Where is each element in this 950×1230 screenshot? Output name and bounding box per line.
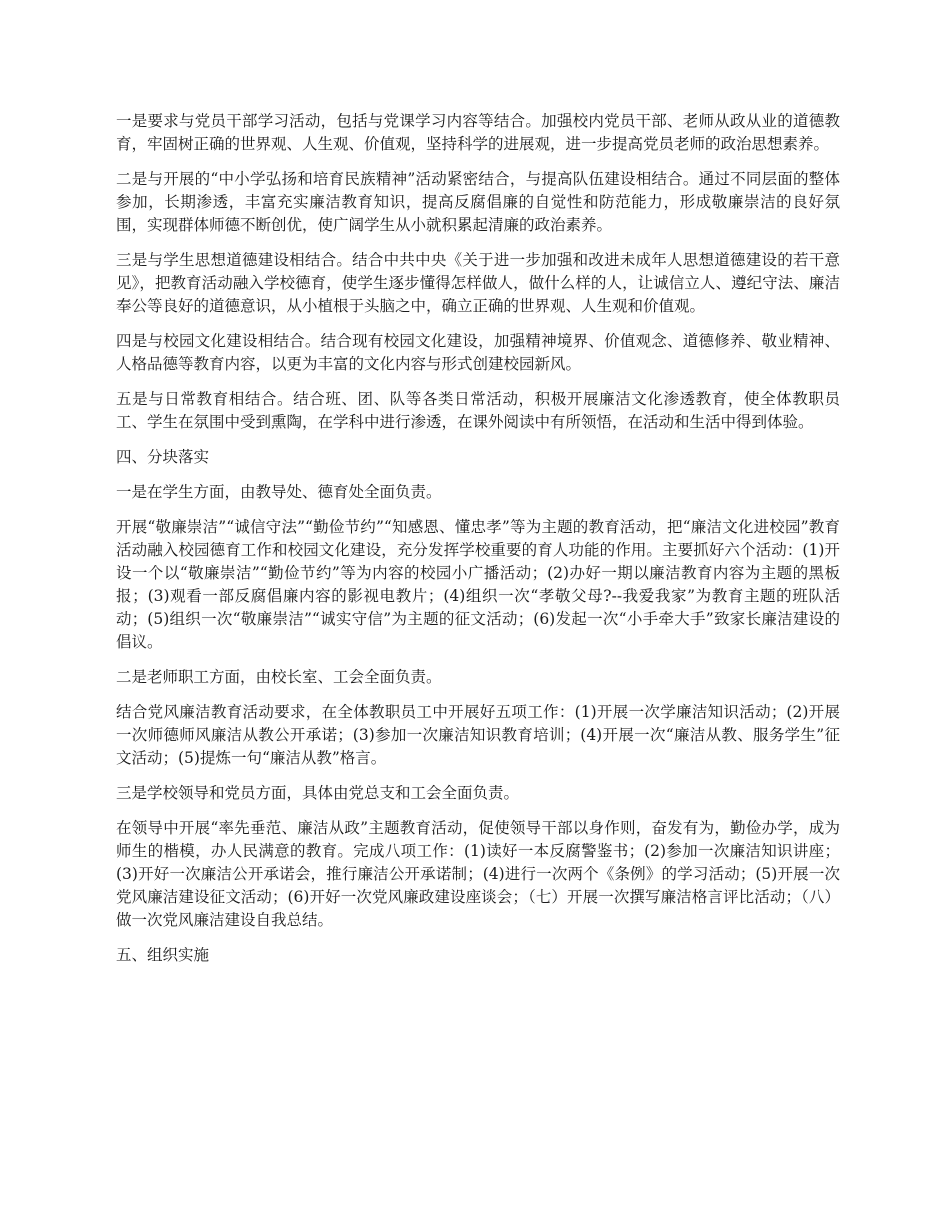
- paragraph-campus-culture: 四是与校园文化建设相结合。结合现有校园文化建设，加强精神境界、价值观念、道德修养、敬业精神、人格品德等教育内容，以更为丰富的文化内容与形式创建校园新风。: [116, 332, 840, 373]
- paragraph-party-study: 一是要求与党员干部学习活动，包括与党课学习内容等结合。加强校内党员干部、老师从政从业的道德教育，牢固树正确的世界观、人生观、价值观，坚持科学的进展观，进一步提高党员老师的政治思想素养。: [116, 112, 840, 153]
- paragraph-teachers-responsibility: 二是老师职工方面，由校长室、工会全面负责。: [116, 668, 442, 686]
- paragraph-teacher-activities: 结合党风廉洁教育活动要求，在全体教职员工中开展好五项工作：(1)开展一次学廉洁知识活动；(2)开展一次师德师风廉洁从教公开承诺；(3)参加一次廉洁知识教育培训；(4)开展一次“廉洁从教、服务学生”征文活动；(5)提炼一句“廉洁从教”格言。: [116, 703, 840, 767]
- paragraph-leader-activities: 在领导中开展“率先垂范、廉洁从政”主题教育活动，促使领导干部以身作则，奋发有为，勤俭办学，成为师生的楷模，办人民满意的教育。完成八项工作：(1)读好一本反腐警鉴书；(2)参加一次廉洁知识讲座；(3)开好一次廉洁公开承诺会，推行廉洁公开承诺制；(4)进行一次两个《条例》的学习活动；(5)开展一次党风廉洁建设征文活动；(6)开好一次党风廉政建设座谈会；（七）开展一次撰写廉洁格言评比活动；（八）做一次党风廉洁建设自我总结。: [116, 819, 840, 929]
- paragraph-national-spirit: 二是与开展的“中小学弘扬和培育民族精神”活动紧密结合，与提高队伍建设相结合。通过不同层面的整体参加，长期渗透，丰富充实廉洁教育知识，提高反腐倡廉的自觉性和防范能力，形成敬廉崇洁的良好氛围，实现群体师德不断创优，使广阔学生从小就积累起清廉的政治素养。: [116, 170, 840, 234]
- section-heading-organization: 五、组织实施: [116, 946, 210, 964]
- paragraph-students-responsibility: 一是在学生方面，由教导处、德育处全面负责。: [116, 483, 442, 501]
- section-heading-implementation: 四、分块落实: [116, 448, 210, 466]
- paragraph-moral-education: 三是与学生思想道德建设相结合。结合中共中央《关于进一步加强和改进未成年人思想道德建设的若干意见》，把教育活动融入学校德育，使学生逐步懂得怎样做人，做什么样的人，让诚信立人、遵纪守法、廉洁奉公等良好的道德意识，从小植根于头脑之中，确立正确的世界观、人生观和价值观。: [116, 251, 840, 315]
- document-body: [116, 110, 840, 979]
- paragraph-student-activities: 开展“敬廉崇洁”“诚信守法”“勤俭节约”“知感恩、懂忠孝”等为主题的教育活动，把“廉洁文化进校园”教育活动融入校园德育工作和校园文化建设，充分发挥学校重要的育人功能的作用。主要抓好六个活动：(1)开设一个以“敬廉崇洁”“勤俭节约”等为内容的校园小广播活动；(2)办好一期以廉洁教育内容为主题的黑板报；(3)观看一部反腐倡廉内容的影视电教片；(4)组织一次“孝敬父母?--我爱我家”为教育主题的班队活动；(5)组织一次“敬廉崇洁”“诚实守信”为主题的征文活动；(6)发起一次“小手牵大手”致家长廉洁建设的倡议。: [116, 518, 840, 651]
- paragraph-leaders-responsibility: 三是学校领导和党员方面，具体由党总支和工会全面负责。: [116, 784, 520, 802]
- paragraph-daily-education: 五是与日常教育相结合。结合班、团、队等各类日常活动，积极开展廉洁文化渗透教育，使全体教职员工、学生在氛围中受到熏陶，在学科中进行渗透，在课外阅读中有所领悟，在活动和生活中得到体验。: [116, 390, 840, 431]
